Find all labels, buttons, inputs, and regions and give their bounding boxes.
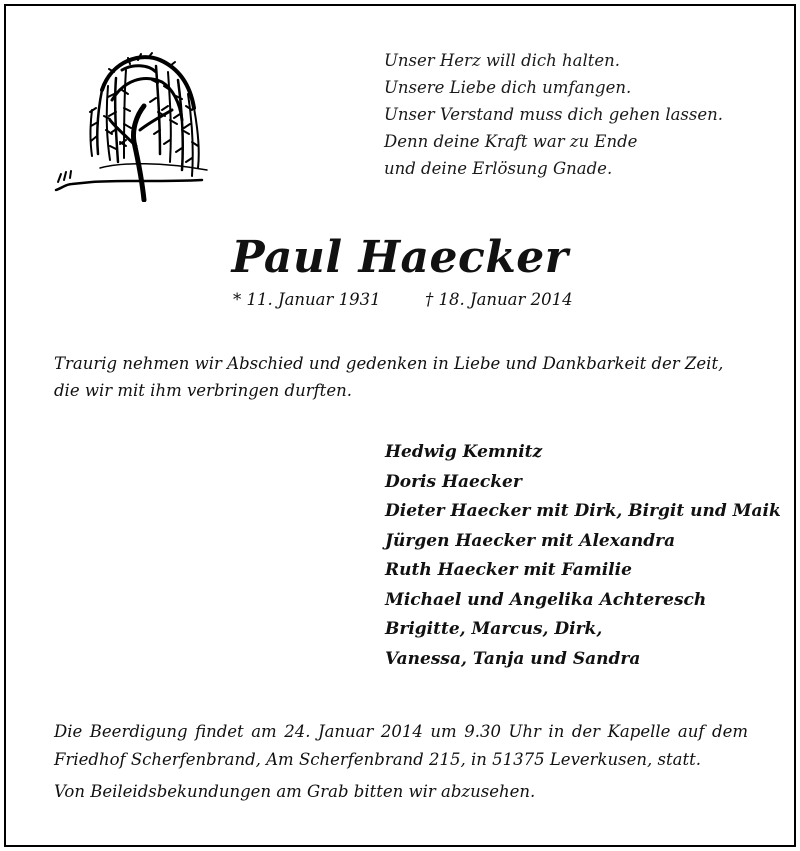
mourner-line: Doris Haecker (385, 471, 522, 492)
mourners-list (385, 438, 781, 674)
poem-line: Unser Verstand muss dich gehen lassen. (384, 105, 723, 124)
mourner-line: Vanessa, Tanja und Sandra (385, 648, 641, 669)
mourner-line: Hedwig Kemnitz (385, 442, 543, 462)
funeral-notice: Die Beerdigung findet am 24. Januar 2014 um 9.30 Uhr in der Kapelle auf dem Friedhof Scherfenbrand, Am Scherfenbrand 215, in 51375 Leverkusen, statt. (54, 722, 748, 769)
mourner-line: Brigitte, Marcus, Dirk, (385, 619, 603, 639)
farewell-text: Traurig nehmen wir Abschied und gedenken in Liebe und Dankbarkeit der Zeit, die wir mit ihm verbringen durften. (54, 354, 724, 400)
weeping-willow-icon (52, 50, 214, 202)
poem-line: Denn deine Kraft war zu Ende (384, 132, 638, 151)
mourner-line: Dieter Haecker mit Dirk, Birgit und Maik (385, 501, 781, 521)
deceased-name: Paul Haecker (231, 232, 569, 283)
mourner-line: Michael und Angelika Achteresch (385, 589, 707, 610)
mourner-line: Jürgen Haecker mit Alexandra (385, 530, 676, 551)
poem-line: Unsere Liebe dich umfangen. (384, 78, 632, 97)
death-date: † 18. Januar 2014 (425, 290, 573, 309)
poem-line: und deine Erlösung Gnade. (384, 159, 613, 178)
memorial-poem (384, 47, 723, 182)
mourner-line: Ruth Haecker mit Familie (385, 560, 632, 580)
birth-date: * 11. Januar 1931 (233, 290, 381, 309)
condolence-note: Von Beileidsbekundungen am Grab bitten wir abzusehen. (54, 782, 536, 801)
poem-line: Unser Herz will dich halten. (384, 51, 621, 70)
